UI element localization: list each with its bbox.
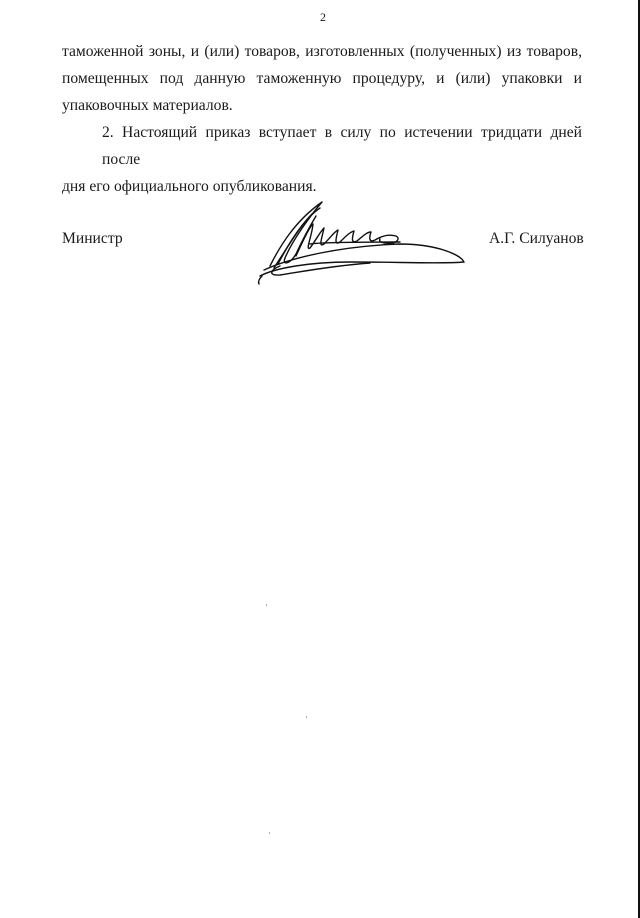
page-number: 2 (320, 10, 326, 24)
paragraph-line: 2. Настоящий приказ вступает в силу по истечении тридцати дней после (102, 124, 582, 168)
paragraph-line: помещенных под данную таможенную процедуру, и (или) упаковки и (62, 70, 582, 87)
paragraph-line: дня его официального опубликования. (62, 178, 317, 195)
scan-speck (269, 832, 270, 834)
paragraph-line: упаковочных материалов. (62, 97, 233, 114)
handwritten-signature (250, 196, 475, 296)
paragraph-item-2 (62, 119, 582, 200)
scan-speck (306, 716, 307, 718)
paragraph-continuation (62, 38, 582, 119)
scan-speck (266, 604, 267, 606)
paragraph-line: таможенной зоны, и (или) товаров, изготовленных (полученных) из товаров, (62, 43, 582, 60)
signatory-role: Министр (62, 230, 123, 247)
signatory-name: А.Г. Силуанов (489, 230, 584, 247)
